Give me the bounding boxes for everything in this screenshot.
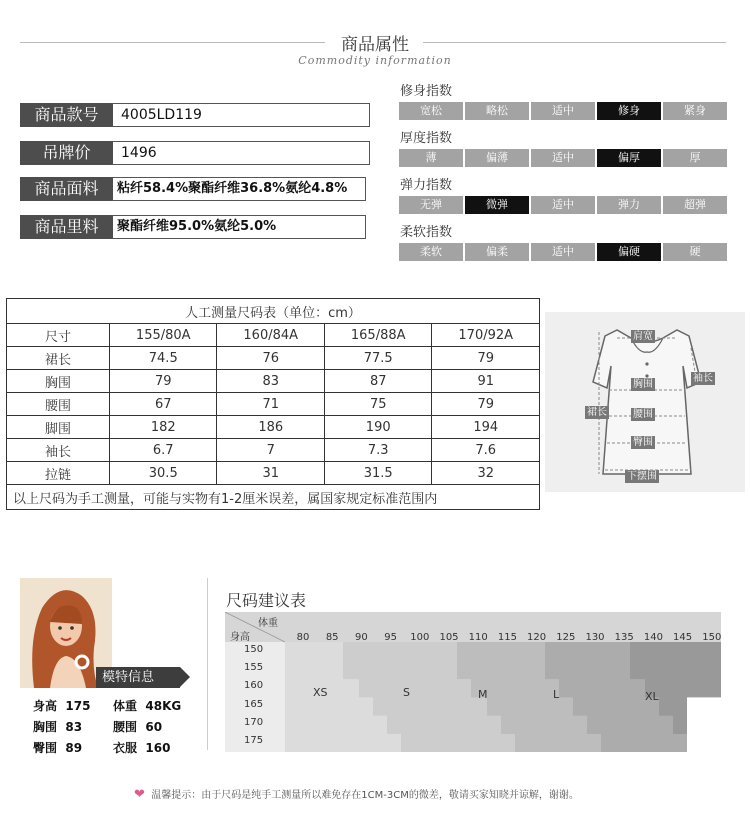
- model-stat-weight: [113, 697, 181, 714]
- table-cell: 194: [432, 416, 540, 439]
- stat-value: 160: [145, 741, 171, 755]
- stat-label: 胸围: [33, 720, 58, 734]
- size-band-l: [587, 715, 673, 734]
- size-band-xl: [630, 660, 721, 679]
- size-band-s: [343, 642, 457, 661]
- size-band-xs: [285, 660, 343, 679]
- index-option: 适中: [531, 149, 595, 167]
- size-band-m: [515, 734, 601, 753]
- table-cell: 6.7: [110, 439, 217, 462]
- size-band-s: [401, 734, 515, 753]
- table-row: [7, 462, 540, 485]
- table-cell: 31.5: [324, 462, 431, 485]
- size-band-l: [545, 660, 630, 679]
- table-cell: 71: [217, 393, 324, 416]
- weight-tick: 130: [585, 632, 605, 643]
- model-stat-hip: [33, 739, 82, 756]
- height-tick: 165: [244, 698, 264, 710]
- label-waist: 腰围: [633, 409, 653, 420]
- table-cell: 83: [217, 370, 324, 393]
- table-row: [7, 347, 540, 370]
- attr-value: 聚酯纤维95.0%氨纶5.0%: [113, 215, 366, 239]
- header-cell: 170/92A: [432, 324, 540, 347]
- weight-tick: 85: [325, 632, 339, 643]
- index-scale: [399, 243, 729, 261]
- model-stat-bust: [33, 718, 82, 735]
- weight-tick: 145: [673, 632, 693, 643]
- table-row: [7, 416, 540, 439]
- index-option: 适中: [531, 243, 595, 261]
- size-chart-title: 尺码建议表: [226, 591, 307, 610]
- table-cell: 30.5: [110, 462, 217, 485]
- row-label: 裙长: [7, 347, 110, 370]
- attr-value: 粘纤58.4%聚酯纤维36.8%氨纶4.8%: [113, 177, 366, 201]
- attr-label: 商品款号: [20, 103, 113, 127]
- size-band-l: [601, 734, 687, 753]
- index-option: 偏柔: [465, 243, 529, 261]
- size-band-xl: [630, 642, 721, 661]
- stat-value: 60: [145, 720, 163, 734]
- label-hip: 臀围: [633, 437, 653, 448]
- index-option: 偏薄: [465, 149, 529, 167]
- stat-label: 臀围: [33, 741, 58, 755]
- stat-value: 89: [65, 741, 83, 755]
- table-row: [7, 393, 540, 416]
- weight-tick: 105: [439, 632, 459, 643]
- header-cell: 165/88A: [324, 324, 431, 347]
- attr-value: 1496: [113, 141, 370, 165]
- size-band-xl: [673, 715, 687, 734]
- size-measurement-table: [6, 298, 540, 510]
- size-band-xl: [659, 697, 687, 716]
- index-option: 宽松: [399, 102, 463, 120]
- table-cell: 32: [432, 462, 540, 485]
- index-option: 偏厚: [597, 149, 661, 167]
- index-option: 无弹: [399, 196, 463, 214]
- index-option: 修身: [597, 102, 661, 120]
- size-label-xs: XS: [313, 686, 328, 699]
- index-scale: [399, 102, 729, 120]
- index-option: 硬: [663, 243, 727, 261]
- row-label: 拉链: [7, 462, 110, 485]
- label-hem: 下摆围: [627, 471, 657, 482]
- weight-tick: 115: [497, 632, 517, 643]
- size-band-s: [343, 660, 457, 679]
- attr-value: 4005LD119: [113, 103, 370, 127]
- weight-tick: 120: [527, 632, 547, 643]
- table-cell: 79: [432, 393, 540, 416]
- table-cell: 67: [110, 393, 217, 416]
- size-band-xs: [285, 734, 401, 753]
- attr-tag-price: [20, 141, 370, 165]
- size-band-s: [373, 697, 487, 716]
- table-cell: 79: [110, 370, 217, 393]
- weight-tick: 140: [643, 632, 663, 643]
- table-row: [7, 370, 540, 393]
- stat-value: 175: [65, 699, 91, 713]
- header-cell: 160/84A: [217, 324, 324, 347]
- height-tick: 175: [244, 735, 264, 746]
- attr-label: 商品里料: [20, 215, 113, 239]
- index-option: 适中: [531, 102, 595, 120]
- table-cell: 7.3: [324, 439, 431, 462]
- index-option: 柔软: [399, 243, 463, 261]
- index-title: 弹力指数: [400, 178, 453, 193]
- weight-tick: 95: [384, 632, 397, 643]
- index-scale: [399, 196, 729, 214]
- table-cell: 77.5: [324, 347, 431, 370]
- table-cell: 74.5: [110, 347, 217, 370]
- weight-tick: 80: [296, 632, 310, 643]
- size-table-header-row: [7, 324, 540, 347]
- size-band-s: [359, 679, 471, 698]
- header-cell: 155/80A: [110, 324, 217, 347]
- size-band-xs: [285, 642, 343, 661]
- index-option: 适中: [531, 196, 595, 214]
- label-shoulder: 肩宽: [633, 331, 653, 342]
- model-info-badge: 模特信息: [96, 667, 180, 688]
- table-cell: 79: [432, 347, 540, 370]
- height-tick: 150: [244, 644, 264, 655]
- height-axis-label: 身高: [230, 632, 250, 643]
- table-cell: 31: [217, 462, 324, 485]
- stat-label: 衣服: [113, 741, 138, 755]
- header-cell: 尺寸: [7, 324, 110, 347]
- table-cell: 91: [432, 370, 540, 393]
- stat-label: 腰围: [113, 720, 138, 734]
- row-label: 袖长: [7, 439, 110, 462]
- height-tick: 160: [244, 680, 264, 692]
- size-table-caption: 人工测量尺码表（单位：cm）: [7, 299, 540, 324]
- table-cell: 76: [217, 347, 324, 370]
- index-option: 厚: [663, 149, 727, 167]
- size-band-xs: [285, 697, 373, 716]
- size-band-s: [387, 715, 501, 734]
- label-sleeve: 袖长: [693, 373, 713, 384]
- label-length: 裙长: [587, 407, 607, 418]
- weight-tick: 90: [355, 632, 368, 643]
- table-cell: 7.6: [432, 439, 540, 462]
- size-band-l: [545, 642, 630, 661]
- size-band-m: [501, 715, 587, 734]
- size-band-m: [487, 697, 573, 716]
- model-stat-waist: [113, 718, 162, 735]
- label-chest: 胸围: [633, 379, 653, 390]
- section-title: 商品属性: [341, 35, 409, 55]
- row-label: 腰围: [7, 393, 110, 416]
- table-cell: 186: [217, 416, 324, 439]
- weight-tick: 110: [468, 632, 488, 643]
- index-option: 弹力: [597, 196, 661, 214]
- index-option: 微弹: [465, 196, 529, 214]
- size-label-m: M: [478, 688, 488, 701]
- index-option: 紧身: [663, 102, 727, 120]
- row-label: 胸围: [7, 370, 110, 393]
- footer-text: 温馨提示：由于尺码是纯手工测量所以难免存在1CM-3CM的微差，敬请买家知晓并谅解，谢谢。: [151, 790, 579, 801]
- table-cell: 7: [217, 439, 324, 462]
- size-table-note: 以上尺码为手工测量，可能与实物有1-2厘米误差，属国家规定标准范围内: [7, 485, 540, 510]
- weight-tick: 135: [614, 632, 634, 643]
- index-option: 超弹: [663, 196, 727, 214]
- footer-note: [134, 786, 579, 802]
- weight-tick: 100: [410, 632, 430, 643]
- row-label: 脚围: [7, 416, 110, 439]
- index-option: 偏硬: [597, 243, 661, 261]
- size-band-m: [457, 660, 545, 679]
- size-band-xs: [285, 715, 387, 734]
- height-tick: 155: [244, 662, 264, 674]
- attr-lining: [20, 215, 366, 239]
- attr-style-number: [20, 103, 370, 127]
- section-subtitle: Commodity information: [298, 54, 452, 67]
- weight-axis-label: 体重: [258, 618, 278, 629]
- divider: [207, 578, 208, 750]
- weight-tick: 150: [702, 632, 722, 643]
- index-title: 修身指数: [400, 84, 453, 99]
- stat-value: 83: [65, 720, 83, 734]
- index-scale: [399, 149, 729, 167]
- size-label-l: L: [553, 688, 560, 701]
- size-band-l: [559, 679, 645, 698]
- table-cell: 182: [110, 416, 217, 439]
- attr-fabric: [20, 177, 366, 201]
- attr-label: 吊牌价: [20, 141, 113, 165]
- index-title: 厚度指数: [400, 131, 453, 146]
- attr-label: 商品面料: [20, 177, 113, 201]
- table-row: [7, 439, 540, 462]
- heart-icon: ❤: [134, 787, 145, 802]
- index-title: 柔软指数: [400, 225, 453, 240]
- size-band-m: [457, 642, 545, 661]
- index-option: 略松: [465, 102, 529, 120]
- height-tick: 170: [244, 716, 264, 728]
- size-label-s: S: [403, 686, 410, 699]
- stat-label: 身高: [33, 699, 58, 713]
- size-label-xl: XL: [645, 690, 659, 703]
- model-stat-size: [113, 739, 170, 756]
- table-cell: 75: [324, 393, 431, 416]
- dress-measurement-diagram: [545, 312, 745, 492]
- model-stat-height: [33, 697, 90, 714]
- index-option: 薄: [399, 149, 463, 167]
- table-cell: 190: [324, 416, 431, 439]
- weight-tick: 125: [556, 632, 576, 643]
- stat-label: 体重: [113, 699, 138, 713]
- stat-value: 48KG: [145, 699, 182, 713]
- table-cell: 87: [324, 370, 431, 393]
